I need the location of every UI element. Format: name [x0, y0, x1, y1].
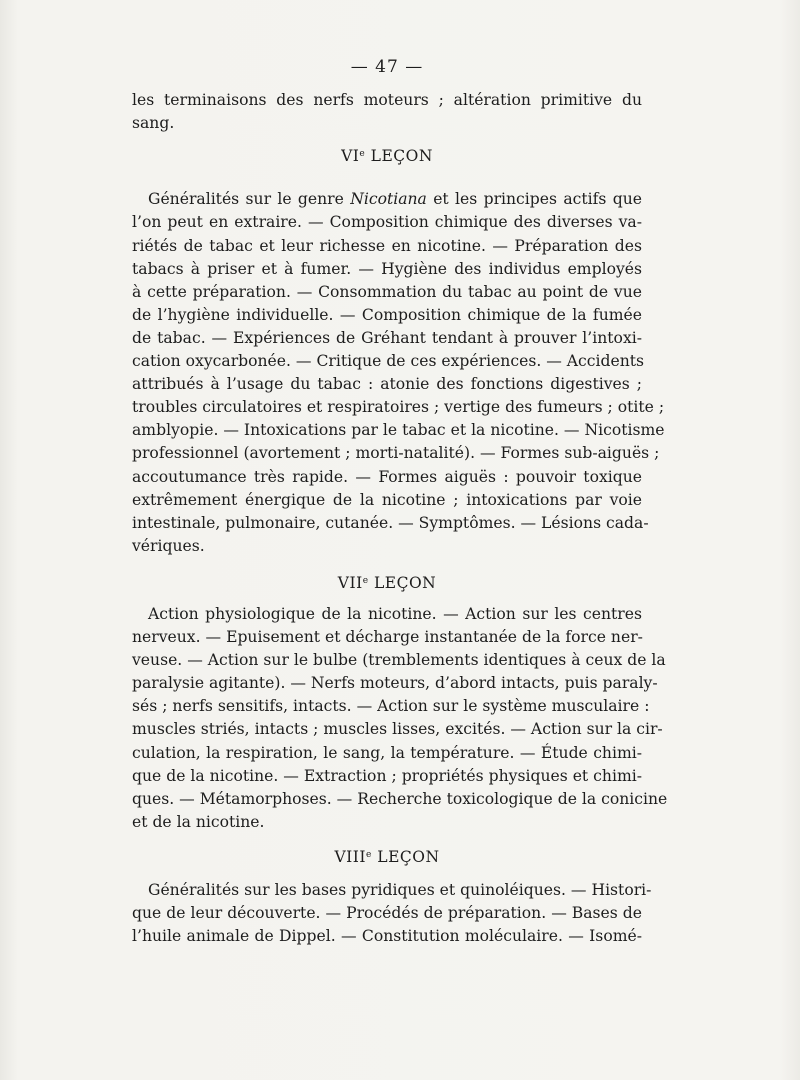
text-line: sang.	[132, 114, 175, 133]
heading-sup: e	[362, 575, 369, 586]
text-line: culation, la respiration, le sang, la température. — Étude chimi-	[132, 743, 642, 762]
text-line: que de leur découverte. — Procédés de préparation. — Bases de	[132, 904, 642, 923]
text-line: attribués à l’usage du tabac : atonie des fonctions digestives ;	[132, 375, 642, 394]
text-line: l’on peut en extraire. — Composition chimique des diverses va-	[132, 213, 642, 232]
text-block	[132, 56, 668, 948]
heading-word: LEÇON	[377, 847, 440, 866]
heading-sup: e	[366, 849, 372, 860]
text-line: vériques.	[132, 536, 205, 555]
line-head: Généralités sur le genre	[148, 190, 351, 209]
heading-numeral: VII	[337, 573, 363, 592]
heading-word: LEÇON	[370, 147, 433, 166]
section-heading-vi	[132, 143, 642, 166]
text-line: les terminaisons des nerfs moteurs ; altération primitive du	[132, 91, 642, 110]
text-line: à cette préparation. — Consommation du tabac au point de vue	[132, 282, 642, 301]
text-line	[132, 188, 642, 211]
page-number: — 47 —	[350, 57, 424, 77]
heading-sup: e	[359, 149, 366, 160]
text-line: paralysie agitante). — Nerfs moteurs, d’abord intacts, puis paraly-	[132, 674, 658, 693]
text-line: riétés de tabac et leur richesse en nicotine. — Préparation des	[132, 236, 642, 255]
text-line: de l’hygiène individuelle. — Composition chimique de la fumée	[132, 305, 642, 324]
text-line: professionnel (avortement ; morti-natalité). — Formes sub-aiguës ;	[132, 444, 660, 463]
text-line: de tabac. — Expériences de Gréhant tendant à prouver l’intoxi-	[132, 328, 642, 347]
heading-word: LEÇON	[373, 573, 437, 592]
text-line: l’huile animale de Dippel. — Constitution moléculaire. — Isomé-	[132, 927, 642, 946]
section-heading-viii	[132, 844, 642, 867]
text-line: Généralités sur les bases pyridiques et quinoléiques. — Histori-	[148, 881, 652, 899]
text-line: et de la nicotine.	[132, 812, 265, 831]
text-line: Action physiologique de la nicotine. — Action sur les centres	[148, 604, 642, 623]
text-line: sés ; nerfs sensitifs, intacts. — Action sur le système musculaire :	[132, 697, 650, 716]
heading-numeral: VIII	[334, 847, 367, 866]
section-paragraph-viii	[132, 879, 652, 948]
text-line: amblyopie. — Intoxications par le tabac et la nicotine. — Nicotisme	[132, 421, 665, 440]
heading-numeral: VI	[341, 147, 360, 166]
text-line: accoutumance très rapide. — Formes aiguës : pouvoir toxique	[132, 467, 642, 486]
text-line: cation oxycarbonée. — Critique de ces expériences. — Accidents	[132, 352, 645, 371]
section-paragraph-vii	[132, 603, 668, 834]
text-line: intestinale, pulmonaire, cutanée. — Symptômes. — Lésions cada-	[132, 513, 649, 532]
text-line: muscles striés, intacts ; muscles lisses, excités. — Action sur la cir-	[132, 720, 663, 739]
intro-paragraph	[132, 89, 642, 135]
text-line: troubles circulatoires et respiratoires ; vertige des fumeurs ; otite ;	[132, 398, 665, 417]
text-line: extrêmement énergique de la nicotine ; intoxications par voie	[132, 490, 642, 509]
text-line: ques. — Métamorphoses. — Recherche toxicologique de la conicine	[132, 789, 668, 808]
text-line: nerveux. — Epuisement et décharge instantanée de la force ner-	[132, 628, 643, 647]
section-heading-vii	[132, 570, 642, 593]
text-line: tabacs à priser et à fumer. — Hygiène des individus employés	[132, 259, 642, 278]
line-tail: et les principes actifs que	[426, 190, 642, 209]
italic-term: Nicotiana	[350, 190, 427, 209]
text-line: que de la nicotine. — Extraction ; propriétés physiques et chimi-	[132, 766, 642, 785]
section-paragraph-vi	[132, 188, 665, 558]
text-line: veuse. — Action sur le bulbe (tremblements identiques à ceux de la	[132, 651, 666, 670]
